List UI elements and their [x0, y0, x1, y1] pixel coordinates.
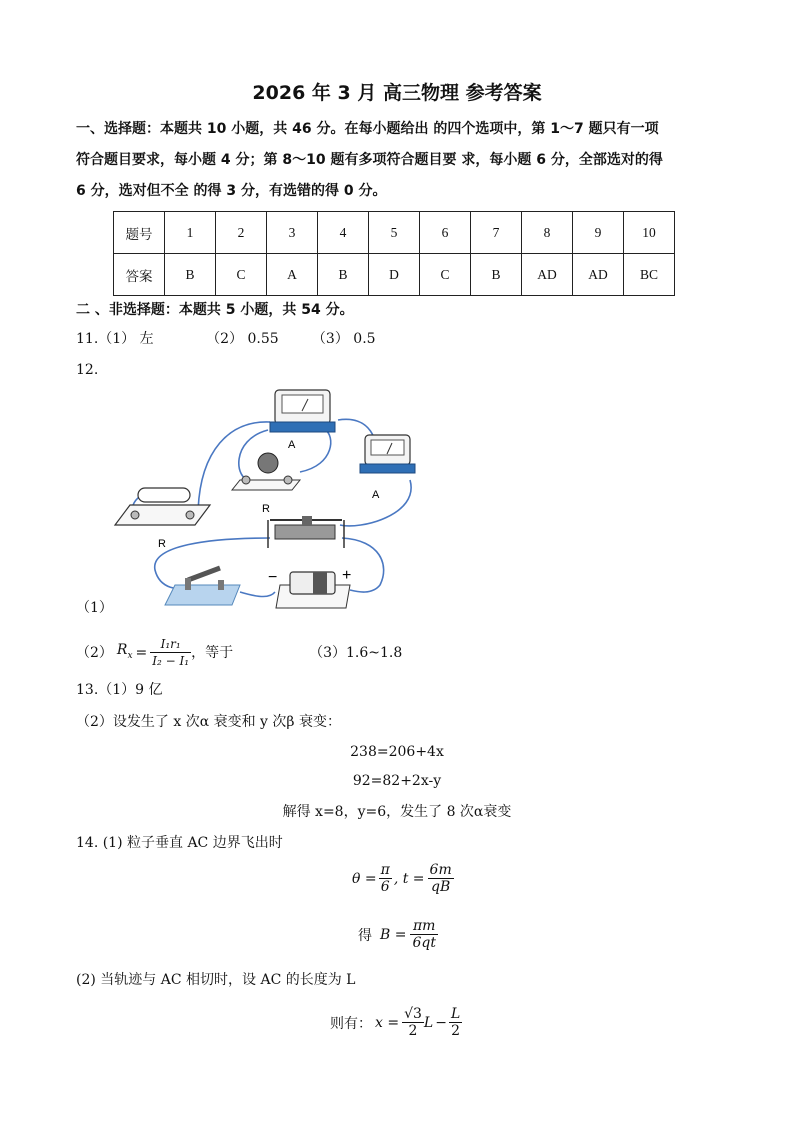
q14-equation-B: [358, 918, 438, 951]
de-text: 得: [358, 927, 372, 944]
switch-lever: [188, 568, 220, 580]
switch-base: [165, 585, 240, 605]
rheostat: [262, 503, 344, 548]
fraction-numerator: πm: [410, 918, 438, 935]
fraction-numerator: π: [380, 862, 390, 878]
table-cell: 2: [216, 212, 267, 254]
table-cell: AD: [522, 254, 573, 296]
rheostat-slider: [302, 516, 312, 526]
q14-part1-intro: 14. (1) 粒子垂直 AC 边界飞出时: [76, 835, 283, 851]
q12-part3: （3）1.6~1.8: [309, 644, 403, 661]
t-eq: , t =: [393, 870, 425, 887]
table-cell: 7: [471, 212, 522, 254]
table-cell: 10: [624, 212, 675, 254]
theta-eq: θ =: [352, 870, 377, 887]
ammeter-2: [360, 435, 415, 501]
wire: [155, 538, 270, 589]
L-var: L: [423, 1014, 434, 1031]
6m-over-qB: [428, 862, 454, 895]
ammeter-label: A: [372, 489, 380, 501]
switch: [165, 568, 240, 605]
x-eq: x =: [375, 1014, 400, 1031]
switch-pivot: [185, 578, 191, 590]
q13-part1-answer: （1）9 亿: [98, 682, 163, 698]
table-cell: 3: [267, 212, 318, 254]
minus-sign: −: [435, 1014, 447, 1031]
rx-symbol: [117, 640, 133, 666]
battery-band: [313, 572, 327, 594]
table-cell: 4: [318, 212, 369, 254]
table-cell: C: [420, 254, 471, 296]
table-cell: 6: [420, 212, 471, 254]
ammeter-base: [360, 464, 415, 473]
table-cell: B: [318, 254, 369, 296]
rheostat-coil: [275, 525, 335, 539]
q11-part3-label: （3）: [311, 331, 349, 347]
table-cell: 1: [165, 212, 216, 254]
youyou-text: 则有：: [330, 1015, 372, 1032]
table-cell: 8: [522, 212, 573, 254]
pim-over-6qt: [410, 918, 438, 951]
table-cell: B: [471, 254, 522, 296]
q13-equation-1: 238=206+4x: [350, 744, 444, 760]
test-resistor: [232, 453, 300, 490]
fraction-numerator: I₁r₁: [150, 636, 191, 653]
fraction-denominator: 6: [380, 879, 390, 895]
section1-line3: 6 分，选对但不全 的得 3 分，有选错的得 0 分。: [76, 183, 387, 199]
resistor-label: R: [158, 538, 166, 550]
fraction-denominator: 6qt: [412, 935, 436, 951]
battery-minus-sign: −: [268, 569, 278, 586]
ammeter-1: [270, 390, 335, 451]
B-eq: B =: [380, 926, 407, 943]
section1-line2: 符合题目要求，每小题 4 分；第 8～10 题有多项符合题目要 求，每小题 6 分，全部选对的得: [76, 152, 663, 168]
q14-part2-intro: (2) 当轨迹与 AC 相切时，设 AC 的长度为 L: [76, 972, 356, 988]
q12-number: 12.: [76, 362, 99, 378]
section1-instructions: [76, 114, 726, 207]
section1-line1: 一、选择题：本题共 10 小题，共 46 分。在每小题给出 的四个选项中，第 1～7 题只有一项: [76, 121, 659, 137]
answer-table: [113, 211, 675, 296]
pi-over-6: [379, 862, 392, 895]
battery-plus-sign: +: [342, 567, 352, 584]
wire: [340, 480, 411, 526]
battery-cell: [290, 572, 335, 594]
table-cell: C: [216, 254, 267, 296]
resistor-coil: [138, 488, 190, 502]
q11-part1-label: （1）: [98, 331, 136, 347]
table-header-cell: 题号: [114, 212, 165, 254]
section2-heading: 二 、非选择题：本题共 5 小题，共 54 分。: [76, 302, 354, 318]
q11-answer: [76, 329, 376, 349]
q14-equation-theta: [352, 862, 454, 895]
terminal: [284, 476, 292, 484]
table-cell: 9: [573, 212, 624, 254]
q12-part2-equal-text: ，等于: [191, 644, 234, 661]
circuit-diagram: [110, 380, 440, 615]
q13-part2-intro: （2）设发生了 x 次α 衰变和 y 次β 衰变：: [76, 714, 341, 730]
q12-part2-label: （2）: [76, 644, 113, 661]
q13-solution: 解得 x=8，y=6，发生了 8 次α衰变: [282, 804, 512, 820]
q13-number: 13.: [76, 682, 99, 698]
q11-part2-answer: 0.55: [247, 331, 279, 347]
q14-equation-x: [330, 1006, 462, 1039]
ammeter-base: [270, 422, 335, 432]
q13-equation-2: 92=82+2x-y: [352, 773, 442, 789]
q12-part2: （2） $R_x$ = $\frac{\text{I₁r₁}}{\text{I₂ − I₁}}$ ，等于 （3）1.6~1.8: [76, 637, 403, 668]
table-header-cell: 答案: [114, 254, 165, 296]
q11-part3-answer: 0.5: [353, 331, 376, 347]
q11-number: 11.: [76, 331, 99, 347]
resistor-bulb: [258, 453, 278, 473]
table-cell: 5: [369, 212, 420, 254]
q11-part2-label: （2）: [206, 331, 244, 347]
q11-part1-answer: 左: [139, 331, 154, 347]
fraction-numerator: √3: [404, 1006, 422, 1022]
terminal: [131, 511, 139, 519]
table-row-numbers: [114, 212, 675, 254]
table-cell: AD: [573, 254, 624, 296]
rx-subscript: x: [127, 650, 133, 661]
terminal: [242, 476, 250, 484]
fraction-denominator: I₂ − I₁: [152, 654, 190, 668]
rx-letter: R: [116, 641, 128, 658]
fraction-denominator: qB: [431, 879, 451, 895]
fraction-denominator: 2: [408, 1023, 418, 1039]
q13-part1: [76, 680, 163, 700]
fraction-numerator: 6m: [429, 862, 452, 878]
switch-contact: [218, 580, 224, 590]
table-row-answers: [114, 254, 675, 296]
L-over-2: [449, 1006, 462, 1039]
rx-fraction: [150, 636, 191, 669]
table-cell: A: [267, 254, 318, 296]
table-cell: D: [369, 254, 420, 296]
fraction-denominator: 2: [451, 1023, 461, 1039]
table-cell: BC: [624, 254, 675, 296]
table-cell: B: [165, 254, 216, 296]
ammeter-label: A: [288, 439, 296, 451]
resistor-board: [115, 505, 210, 525]
sqrt3-over-2: [402, 1006, 424, 1039]
fixed-resistor: [115, 488, 210, 550]
page-title: 2026 年 3 月 高三物理 参考答案: [252, 82, 542, 104]
fraction-numerator: L: [450, 1006, 461, 1022]
battery: [268, 567, 351, 608]
terminal: [186, 511, 194, 519]
q12-part1-label: （1）: [76, 600, 113, 616]
wire: [300, 430, 331, 472]
rheostat-label: R: [262, 503, 270, 515]
wire: [240, 592, 275, 597]
